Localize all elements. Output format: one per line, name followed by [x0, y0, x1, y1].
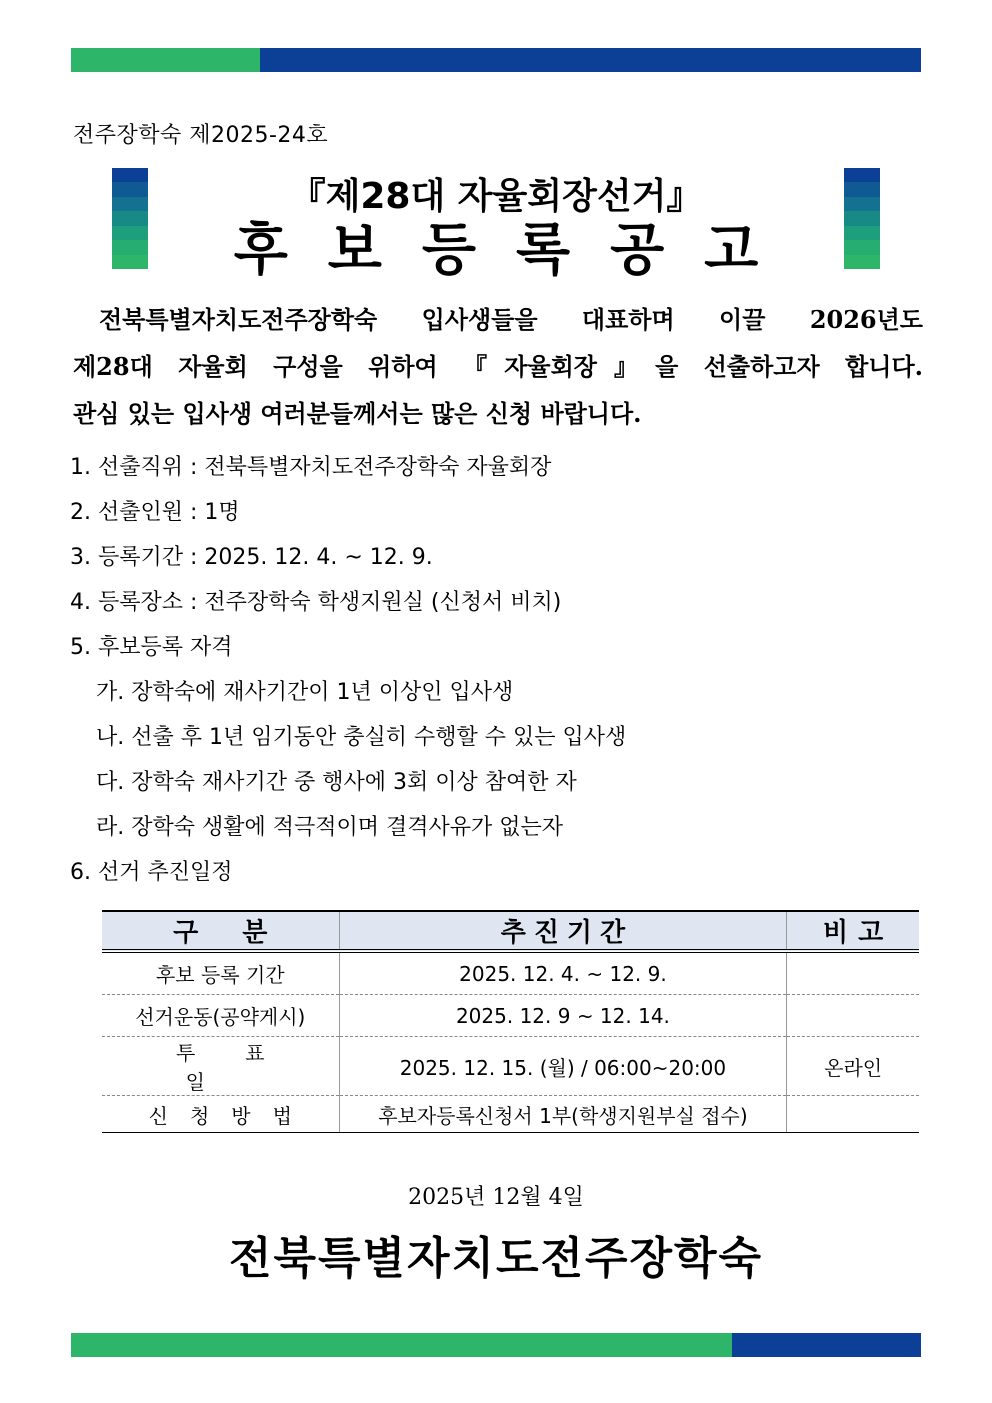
table-row — [102, 995, 919, 1037]
intro-paragraph — [73, 296, 923, 437]
cell-period: 2025. 12. 15. (월) / 06:00~20:00 — [339, 1037, 787, 1096]
table-row — [102, 1037, 919, 1096]
bottom-bar-blue — [732, 1333, 921, 1357]
cell-note: 온라인 — [787, 1037, 919, 1096]
cell-category: 선거운동(공약게시) — [102, 995, 339, 1037]
title-decoration-left — [112, 168, 148, 269]
qualification-item: 가. 장학숙에 재사기간이 1년 이상인 입사생 — [96, 680, 514, 705]
table-row — [102, 951, 919, 995]
title-election-name: 『제28대 자율회장선거』 — [289, 176, 703, 217]
cell-category: 후보 등록 기간 — [102, 951, 339, 995]
header-note: 비고 — [787, 911, 919, 951]
schedule-table — [102, 910, 919, 1133]
intro-line: 제28대 자율회 구성을 위하여 『자율회장』을 선출하고자 합니다. — [73, 352, 923, 381]
cell-note — [787, 1096, 919, 1133]
title-notice: 후보등록공고 — [233, 218, 799, 283]
cell-period: 후보자등록신청서 1부(학생지원부실 접수) — [339, 1096, 787, 1133]
list-item-qualification: 5. 후보등록 자격 — [70, 635, 233, 660]
table-row — [102, 1096, 919, 1133]
document-number: 전주장학숙 제2025-24호 — [73, 123, 329, 148]
cell-category: 신청방법 — [102, 1096, 339, 1133]
table-header-row — [102, 911, 919, 951]
qualification-item: 나. 선출 후 1년 임기동안 충실히 수행할 수 있는 입사생 — [96, 725, 627, 750]
title-decoration-right — [844, 168, 880, 269]
list-item-place: 4. 등록장소 : 전주장학숙 학생지원실 (신청서 비치) — [70, 590, 562, 615]
list-item-position: 1. 선출직위 : 전북특별자치도전주장학숙 자율회장 — [70, 455, 552, 480]
intro-line: 관심 있는 입사생 여러분들께서는 많은 신청 바랍니다. — [73, 399, 642, 428]
top-bar-blue — [260, 48, 921, 72]
bottom-bar-green — [71, 1333, 732, 1357]
cell-period: 2025. 12. 9 ~ 12. 14. — [339, 995, 787, 1037]
bottom-color-bar — [71, 1333, 921, 1357]
cell-category: 투표일 — [102, 1037, 339, 1096]
top-bar-green — [71, 48, 260, 72]
list-item-period: 3. 등록기간 : 2025. 12. 4. ~ 12. 9. — [70, 545, 433, 570]
cell-note — [787, 995, 919, 1037]
cell-note — [787, 951, 919, 995]
cell-period: 2025. 12. 4. ~ 12. 9. — [339, 951, 787, 995]
qualification-item: 라. 장학숙 생활에 적극적이며 결격사유가 없는자 — [96, 815, 564, 840]
list-item-schedule: 6. 선거 추진일정 — [70, 860, 233, 885]
top-color-bar — [71, 48, 921, 72]
organization-name: 전북특별자치도전주장학숙 — [228, 1233, 764, 1284]
qualification-item: 다. 장학숙 재사기간 중 행사에 3회 이상 참여한 자 — [96, 770, 577, 795]
list-item-count: 2. 선출인원 : 1명 — [70, 500, 240, 525]
issue-date: 2025년 12월 4일 — [408, 1185, 584, 1210]
intro-line: 전북특별자치도전주장학숙 입사생들을 대표하며 이끌 2026년도 — [99, 305, 923, 334]
header-category: 구분 — [102, 911, 339, 951]
header-period: 추진기간 — [339, 911, 787, 951]
